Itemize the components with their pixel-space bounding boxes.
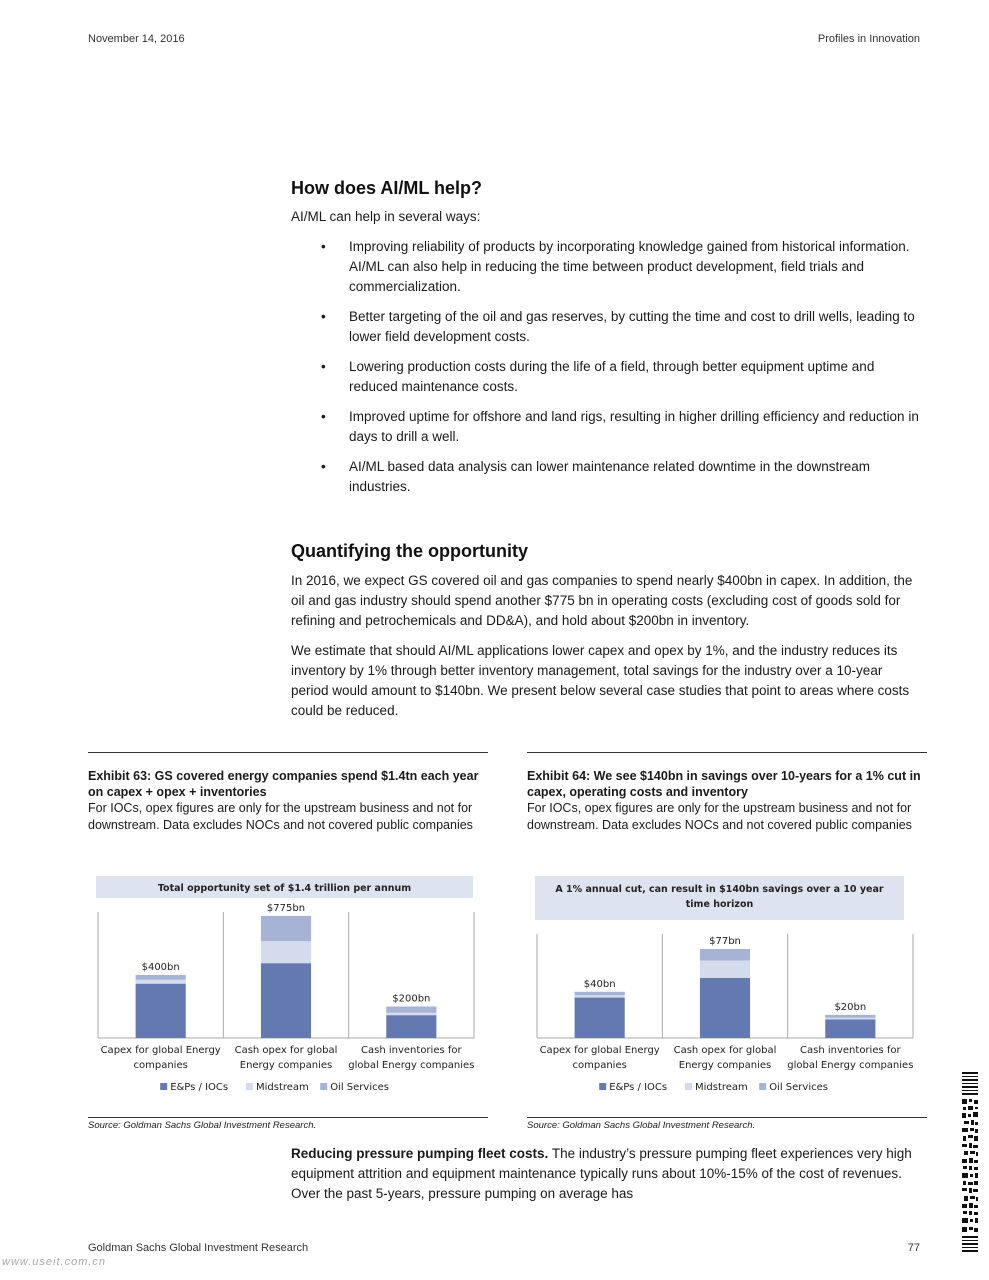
category-label: Cash opex for global (673, 1045, 777, 1056)
header-date: November 14, 2016 (88, 33, 185, 45)
data-label: $400bn (141, 962, 180, 973)
bullet-list (291, 237, 921, 497)
bar-segment (261, 941, 311, 963)
exhibit-63 (88, 752, 488, 833)
divider (527, 752, 927, 753)
exhibit-title: Exhibit 64: We see $140bn in savings over 10-years for a 1% cut in capex, operating costs and inventory (527, 769, 921, 799)
legend-swatch (759, 1083, 766, 1090)
bar-segment (575, 998, 625, 1038)
bar-segment (575, 992, 625, 995)
section-aiml-help (291, 178, 921, 507)
exhibit-subtitle: For IOCs, opex figures are only for the upstream business and not for downstream. Data excludes NOCs and not covered public companies (88, 801, 473, 832)
exhibit-subtitle: For IOCs, opex figures are only for the upstream business and not for downstream. Data excludes NOCs and not covered public companies (527, 801, 912, 832)
chart-exhibit-63 (88, 870, 488, 1110)
list-item: • Improving reliability of products by incorporating knowledge gained from historical information. AI/ML can also help in reducing the time between product development, field trials and commercialization. (321, 239, 910, 294)
bar-segment (825, 1015, 875, 1018)
chart-title: A 1% annual cut, can result in $140bn savings over a 10 year (555, 884, 884, 895)
legend-swatch (599, 1083, 606, 1090)
legend-swatch (685, 1083, 692, 1090)
category-label: global Energy companies (787, 1060, 914, 1071)
section-heading: How does AI/ML help? (291, 178, 483, 198)
divider (527, 1117, 927, 1118)
exhibit-64 (527, 752, 927, 833)
bar-segment (825, 1020, 875, 1038)
category-label: companies (572, 1060, 627, 1071)
section-quantifying (291, 541, 921, 721)
paragraph-text: The industry’s pressure pumping fleet experiences very high equipment attrition and equipment maintenance typically runs about 10%-15% of the cost of revenues. Over the past 5-years, pressure pumping on average has (291, 1146, 912, 1201)
section-intro: AI/ML can help in several ways: (291, 209, 481, 224)
header-series: Profiles in Innovation (817, 33, 920, 45)
bar-segment (136, 984, 186, 1038)
chart-exhibit-64 (527, 870, 927, 1110)
list-item: • Better targeting of the oil and gas reserves, by cutting the time and cost to drill wells, leading to lower field development costs. (321, 309, 915, 344)
divider (88, 752, 488, 753)
data-label: $20bn (834, 1001, 867, 1013)
legend-label: E&Ps / IOCs (609, 1082, 668, 1093)
paragraph-lead: Reducing pressure pumping fleet costs. (291, 1146, 549, 1161)
chart-title-banner (535, 876, 904, 920)
list-item: • Improved uptime for offshore and land rigs, resulting in higher drilling efficiency and reduction in days to drill a well. (321, 409, 919, 444)
section-pressure-pumping (291, 1144, 921, 1204)
divider (88, 1117, 488, 1118)
category-label: Cash inventories for (361, 1045, 462, 1056)
legend-swatch (160, 1083, 167, 1090)
bar-segment (825, 1018, 875, 1020)
chart-title: Total opportunity set of $1.4 trillion per annum (157, 883, 412, 894)
category-label: companies (133, 1060, 188, 1071)
paragraph: We estimate that should AI/ML applications lower capex and opex by 1%, and the industry reduces its inventory by 1% through better inventory management, total savings for the industry over a 10-year period would amount to $140bn. We present below several case studies that point to areas where costs could be reduced. (291, 643, 910, 718)
data-label: $40bn (583, 978, 616, 990)
bar-segment (700, 949, 750, 961)
chart-title: time horizon (685, 899, 754, 910)
bar-segment (136, 980, 186, 984)
qr-code-icon (961, 1070, 979, 1255)
source-note: Source: Goldman Sachs Global Investment Research. (527, 1120, 756, 1131)
legend-label: Oil Services (769, 1082, 828, 1093)
list-item: • Lowering production costs during the life of a field, through better equipment uptime and reduced maintenance costs. (321, 359, 875, 394)
category-label: Energy companies (678, 1060, 772, 1071)
watermark: www.useit.com.cn (2, 1256, 107, 1268)
footer-publisher: Goldman Sachs Global Investment Research (88, 1242, 309, 1254)
bar-segment (700, 961, 750, 978)
list-item: • AI/ML based data analysis can lower maintenance related downtime in the downstream industries. (321, 459, 871, 494)
data-label: $77bn (709, 936, 741, 948)
legend-label: Midstream (695, 1082, 748, 1093)
legend-label: Midstream (256, 1082, 309, 1093)
category-label: Capex for global Energy (100, 1045, 221, 1056)
category-label: Cash inventories for (800, 1045, 901, 1056)
legend-label: E&Ps / IOCs (170, 1082, 229, 1093)
bar-segment (136, 975, 186, 980)
bar-segment (386, 1007, 436, 1013)
paragraph: In 2016, we expect GS covered oil and gas companies to spend nearly $400bn in capex. In addition, the oil and gas industry should spend another $775 bn in operating costs (excluding cost of goods sold for refining and petrochemicals and DD&A), and hold about $200bn in inventory. (291, 573, 913, 628)
category-label: Cash opex for global (234, 1045, 338, 1056)
bar-segment (386, 1015, 436, 1038)
data-label: $775bn (266, 902, 306, 914)
section-heading: Quantifying the opportunity (291, 541, 528, 561)
category-label: global Energy companies (348, 1060, 475, 1071)
bar-segment (261, 916, 311, 941)
exhibit-title: Exhibit 63: GS covered energy companies spend $1.4tn each year on capex + opex + inventories (88, 769, 479, 799)
source-note: Source: Goldman Sachs Global Investment Research. (88, 1120, 317, 1131)
category-label: Energy companies (239, 1060, 333, 1071)
bar-segment (575, 995, 625, 997)
paragraph (291, 1144, 921, 1204)
data-label: $200bn (392, 993, 431, 1005)
page-number: 77 (907, 1242, 920, 1254)
legend-swatch (320, 1083, 327, 1090)
bar-segment (386, 1013, 436, 1015)
legend-label: Oil Services (330, 1082, 389, 1093)
legend-swatch (246, 1083, 253, 1090)
bar-segment (261, 963, 311, 1038)
bar-segment (700, 978, 750, 1038)
category-label: Capex for global Energy (539, 1045, 660, 1056)
